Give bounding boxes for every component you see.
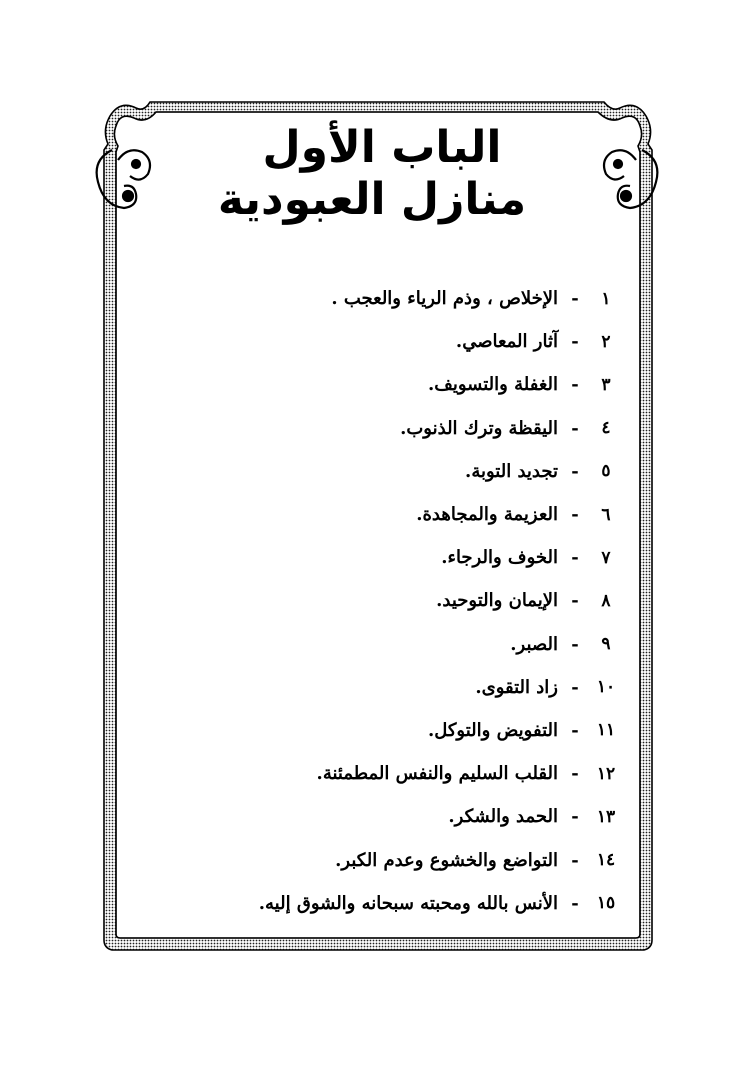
toc-item-number: ٦: [601, 504, 611, 525]
toc-item-separator: -: [571, 374, 579, 396]
toc-item-number: ٥: [601, 461, 611, 482]
toc-item-number: ٢: [601, 331, 611, 352]
toc-item-title: القلب السليم والنفس المطمئنة.: [316, 763, 558, 785]
toc-item-number: ٩: [601, 634, 611, 655]
chapter-title: الباب الأول: [262, 122, 502, 173]
toc-item-number: ١٤: [596, 850, 616, 871]
toc-item: [140, 882, 624, 925]
toc-item: [140, 450, 624, 493]
toc-item-separator: -: [571, 331, 579, 353]
toc-item-separator: -: [571, 547, 579, 569]
toc-item-separator: -: [571, 460, 579, 482]
toc-item: [140, 838, 624, 881]
toc-item: [140, 493, 624, 536]
toc-item: [140, 666, 624, 709]
toc-item-title: التفويض والتوكل.: [427, 719, 558, 741]
toc-item-title: العزيمة والمجاهدة.: [416, 504, 558, 526]
toc-item: [140, 795, 624, 838]
toc-item-separator: -: [571, 417, 579, 439]
toc-item: [140, 579, 624, 622]
toc-item-title: الحمد والشكر.: [448, 806, 558, 828]
toc-item-number: ٨: [601, 590, 611, 611]
toc-item-title: التواضع والخشوع وعدم الكبر.: [335, 849, 558, 871]
toc-item-separator: -: [571, 892, 579, 914]
toc-item-number: ١: [601, 288, 611, 309]
toc-item-title: اليقظة وترك الذنوب.: [400, 417, 558, 439]
toc-item: [140, 320, 624, 363]
toc-item-separator: -: [571, 763, 579, 785]
toc-item-number: ١٣: [596, 806, 616, 827]
chapter-subtitle: منازل العبودية: [217, 174, 527, 225]
toc-item-separator: -: [571, 676, 579, 698]
toc-item-number: ١٠: [596, 677, 616, 698]
toc-item: [140, 277, 624, 320]
toc-item: [140, 709, 624, 752]
toc-item-number: ١١: [596, 720, 616, 741]
toc-item-title: الأنس بالله ومحبته سبحانه والشوق إليه.: [258, 892, 558, 914]
toc-item-title: زاد التقوى.: [475, 676, 558, 698]
toc-item-title: الإيمان والتوحيد.: [436, 590, 558, 612]
toc-item: [140, 536, 624, 579]
toc-item-title: الغفلة والتسويف.: [427, 374, 558, 396]
toc-item-separator: -: [571, 288, 579, 310]
chapter-heading: [150, 122, 602, 226]
toc-item-separator: -: [571, 719, 579, 741]
toc-item: [140, 363, 624, 406]
toc-item-title: الخوف والرجاء.: [441, 547, 558, 569]
toc-item-number: ٧: [601, 547, 611, 568]
toc-item-separator: -: [571, 849, 579, 871]
toc-item-separator: -: [571, 806, 579, 828]
toc-item-separator: -: [571, 590, 579, 612]
toc-item-number: ٤: [601, 418, 611, 439]
toc-item-number: ١٢: [596, 763, 616, 784]
toc-item-separator: -: [571, 633, 579, 655]
table-of-contents: [140, 277, 624, 925]
toc-item: [140, 752, 624, 795]
toc-item-number: ١٥: [596, 893, 616, 914]
toc-item-title: الصبر.: [510, 633, 558, 655]
toc-item-title: آثار المعاصي.: [455, 331, 558, 353]
toc-item-separator: -: [571, 504, 579, 526]
toc-item-number: ٣: [601, 374, 611, 395]
toc-item-title: تجديد التوبة.: [465, 460, 558, 482]
toc-item: [140, 407, 624, 450]
toc-item: [140, 623, 624, 666]
toc-item-title: الإخلاص ، وذم الرياء والعجب .: [331, 288, 558, 310]
